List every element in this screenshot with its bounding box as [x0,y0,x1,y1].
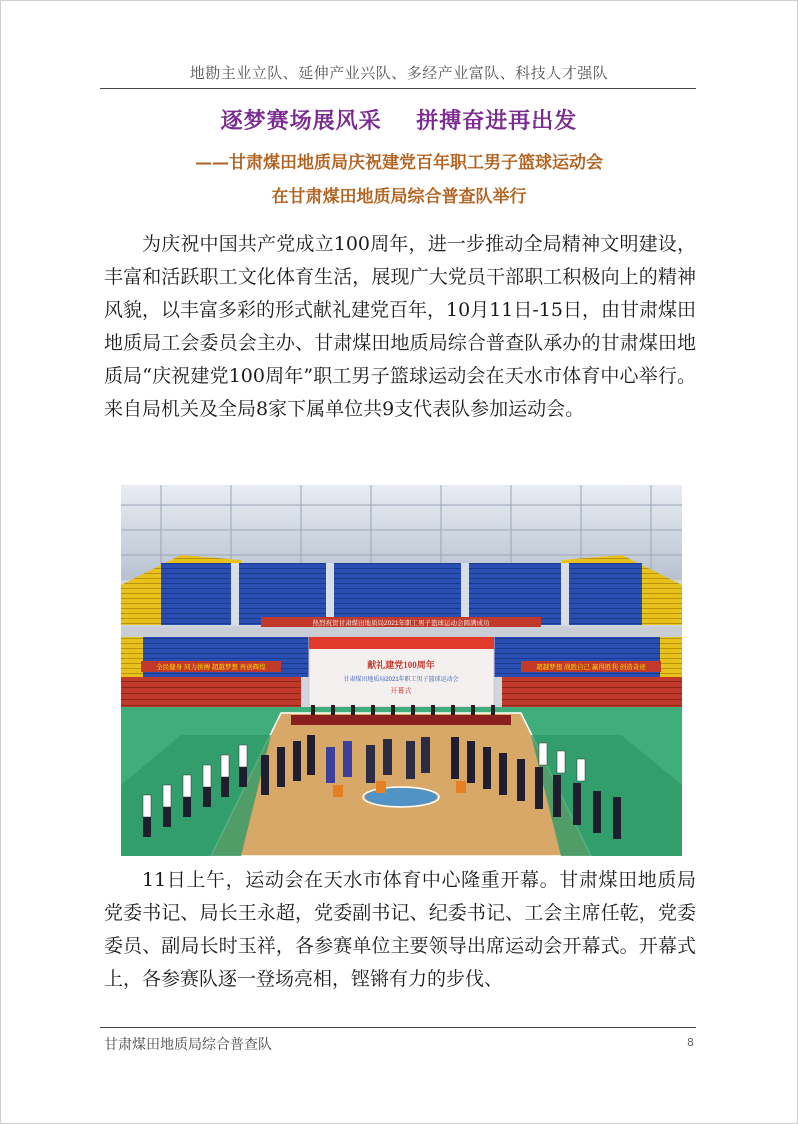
body-paragraph-2: 11日上午，运动会在天水市体育中心隆重开幕。甘肃煤田地质局党委书记、局长王永超，党委副书记、纪委书记、工会主席任乾，党委委员、副局长时玉祥，各参赛单位主要领导出席运动会开幕式。开幕式上，各参赛队逐一登场亮相，铿锵有力的步伐、 [104,869,696,990]
banner-left-text: 全民健身 同力拼搏 超越梦想 再创辉煌 [156,664,266,671]
backdrop-line1: 献礼建党100周年 [367,660,435,670]
banner-right-text: 超越梦想 战胜自己 赢得胜利 创造奇迹 [536,664,646,671]
page-number: 8 [687,1036,694,1049]
running-header: 地勘主业立队、延伸产业兴队、多经产业富队、科技人才强队 [189,64,609,82]
running-footer: 甘肃煤田地质局综合普查队 [104,1037,272,1053]
article-subtitle-line2: 在甘肃煤田地质局综合普查队举行 [271,187,527,207]
footer-divider [100,1027,696,1028]
article-subtitle-line1: ——甘肃煤田地质局庆祝建党百年职工男子篮球运动会 [195,153,603,173]
event-photo [121,485,682,856]
article-title: 逐梦赛场展风采 拼搏奋进再出发 [220,108,578,134]
backdrop-line3: 开幕式 [390,687,412,695]
body-paragraph-1: 为庆祝中国共产党成立100周年，进一步推动全局精神文明建设，丰富和活跃职工文化体育生活，展现广大党员干部职工积极向上的精神风貌，以丰富多彩的形式献礼建党百年，10月11日-15日，由甘肃煤田地质局工会委员会主办、甘肃煤田地质局综合普查队承办的甘肃煤田地质局“庆祝建党100周年”职工男子篮球运动会在天水市体育中心举行。来自局机关及全局8家下属单位共9支代表队参加运动会。 [104,233,696,420]
header-divider [100,88,696,89]
backdrop-line2: 甘肃煤田地质局2021年职工男子篮球运动会 [343,677,459,683]
banner-top-text: 热烈祝贺甘肃煤田地质局2021年职工男子篮球运动会圆满成功 [312,620,490,627]
